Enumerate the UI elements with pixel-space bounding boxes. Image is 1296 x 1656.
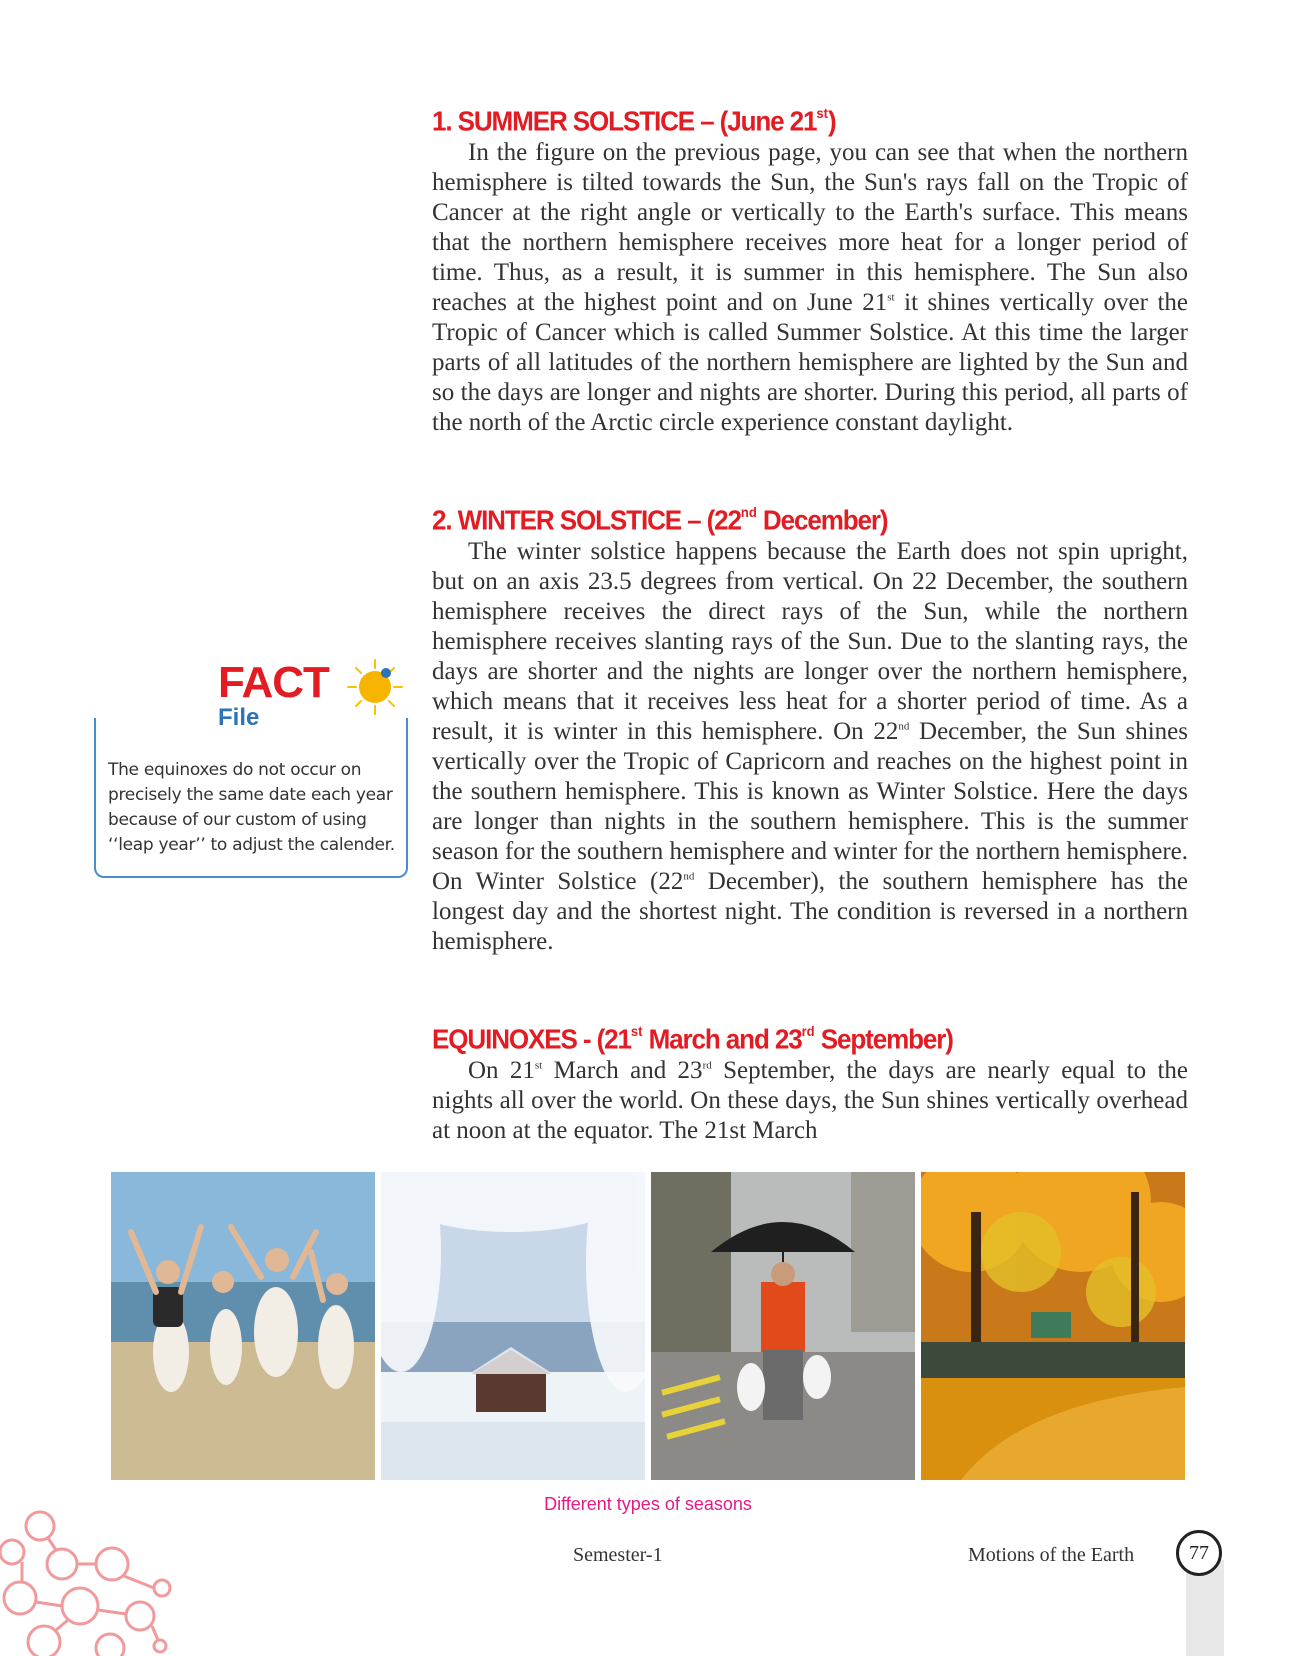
heading-sup: st	[630, 1023, 643, 1039]
photo-rainy	[651, 1172, 915, 1480]
heading-text: EQUINOXES - (21	[432, 1023, 631, 1055]
heading-text: 1. SUMMER SOLSTICE – (June 21	[432, 105, 817, 137]
text-sup: st	[534, 1059, 543, 1072]
sun-icon	[340, 656, 410, 718]
photo-caption: Different types of seasons	[544, 1494, 752, 1514]
text-sup: rd	[702, 1059, 712, 1072]
heading-end: September)	[814, 1023, 953, 1055]
rainy-umbrella-image	[651, 1172, 915, 1480]
summer-beach-image	[111, 1172, 375, 1480]
heading-mid: March and 23	[642, 1023, 802, 1055]
heading-end: December)	[756, 504, 888, 536]
heading-text: 2. WINTER SOLSTICE – (22	[432, 504, 741, 536]
fact-file-box	[94, 718, 408, 878]
text-run: March and 23	[542, 1057, 703, 1084]
text-run: The winter solstice happens because the Earth does not spin upright, but on an axis 23.5 degrees from vertical. On 22 December, the southern hemisphere receives the direct rays of the Sun, while the northern hemisphere receives slanting rays of the Sun. Due to the slanting rays, the days are shorter and the nights are longer over the northern hemisphere, which means that it receives less heat for a shorter period of time. As a result, it is winter in this hemisphere. On 22	[432, 538, 1188, 745]
text-run: December, the Sun shines vertically over the Tropic of Capricorn and reaches on the highest point in the southern hemisphere. This is known as Winter Solstice. Here the days are longer than nights in the southern hemisphere. This is the summer season for the southern hemisphere and winter for the northern hemisphere. On Winter Solstice (22	[432, 718, 1189, 895]
photo-autumn	[921, 1172, 1185, 1480]
page-number-badge	[1176, 1530, 1222, 1576]
decorative-circles	[0, 1506, 180, 1656]
text-sup: nd	[898, 720, 910, 733]
text-sup: st	[887, 291, 895, 304]
winter-snow-image	[381, 1172, 645, 1480]
heading-equinoxes	[432, 1016, 953, 1056]
fact-title: FACT	[218, 658, 329, 707]
heading-summer-solstice	[432, 98, 836, 138]
photo-winter	[381, 1172, 645, 1480]
footer-semester: Semester-1	[573, 1544, 663, 1566]
text-run: it shines vertically over the Tropic of Cancer which is called Summer Solstice. At this time the larger parts of all latitudes of the northern hemisphere are lighted by the Sun and so the days are longer and nights are shorter. During this period, all parts of the north of the Arctic circle experience constant daylight.	[432, 289, 1188, 436]
fact-subtitle: File	[218, 704, 260, 731]
footer-chapter-title: Motions of the Earth	[968, 1544, 1135, 1566]
paragraph-winter-solstice	[432, 537, 1188, 957]
heading-sup: nd	[740, 504, 757, 520]
paragraph-summer-solstice	[432, 138, 1188, 438]
autumn-park-image	[921, 1172, 1185, 1480]
fact-file-text: The equinoxes do not occur on precisely the same date each year because of our custom of using ‘‘leap year’’ to adjust the calender.	[108, 760, 395, 855]
heading-sup: rd	[801, 1023, 815, 1039]
photo-summer	[111, 1172, 375, 1480]
text-run: On 21	[468, 1057, 535, 1084]
text-sup: nd	[683, 870, 695, 883]
text-run: December), the southern hemisphere has the longest day and the shortest night. The condition is reversed in a northern hemisphere.	[432, 868, 1188, 955]
heading-winter-solstice	[432, 497, 887, 537]
heading-sup: st	[816, 105, 828, 121]
paragraph-equinoxes	[432, 1056, 1188, 1146]
text-run: September, the days are nearly equal to the nights all over the world. On these days, the Sun shines vertically overhead at noon at the equator. The 21st March	[432, 1057, 1188, 1144]
heading-end: )	[827, 105, 836, 137]
text-run: In the figure on the previous page, you can see that when the northern hemisphere is tilted towards the Sun, the Sun's rays fall on the Tropic of Cancer at the right angle or vertically to the Earth's surface. This means that the northern hemisphere receives more heat for a longer period of time. Thus, as a result, it is summer in this hemisphere. The Sun also reaches at the highest point and on June 21	[432, 139, 1188, 316]
page-number: 77	[1189, 1542, 1209, 1564]
